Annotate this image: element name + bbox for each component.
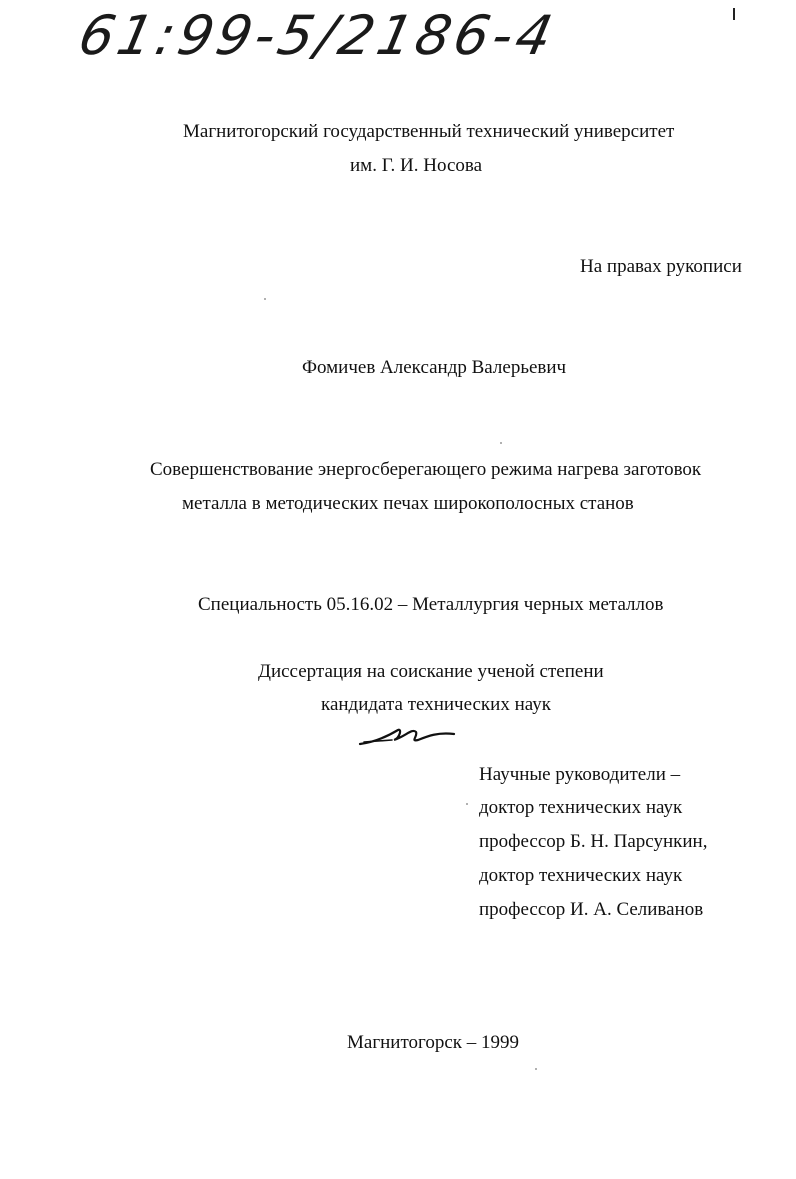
university-dedication: им. Г. И. Носова (350, 155, 483, 176)
supervisor-1-title: доктор технических наук (479, 797, 683, 818)
supervisors-heading: Научные руководители – (479, 764, 681, 785)
university-name: Магнитогорский государственный технический университет (183, 121, 675, 142)
degree-line-2: кандидата технических наук (321, 694, 551, 715)
specialty: Специальность 05.16.02 – Металлургия черных металлов (198, 594, 664, 615)
degree-line-1: Диссертация на соискание ученой степени (258, 661, 604, 682)
handwritten-archive-number: 61:99-5/2186-4 (73, 4, 562, 67)
rights-note: На правах рукописи (580, 256, 742, 277)
supervisor-1-name: профессор Б. Н. Парсункин, (479, 831, 708, 852)
scan-speck (466, 803, 468, 805)
city-year: Магнитогорск – 1999 (347, 1032, 519, 1053)
scan-speck (500, 442, 502, 444)
supervisor-2-title: доктор технических наук (479, 865, 683, 886)
author-name: Фомичев Александр Валерьевич (302, 357, 567, 378)
scan-speck (264, 298, 266, 300)
signature-scribble (358, 722, 458, 750)
scan-speck (535, 1068, 537, 1070)
corner-mark (733, 8, 735, 20)
thesis-title-line-1: Совершенствование энергосберегающего режима нагрева заготовок (150, 459, 702, 480)
thesis-title-line-2: металла в методических печах широкополосных станов (182, 493, 634, 514)
supervisor-2-name: профессор И. А. Селиванов (479, 899, 704, 920)
